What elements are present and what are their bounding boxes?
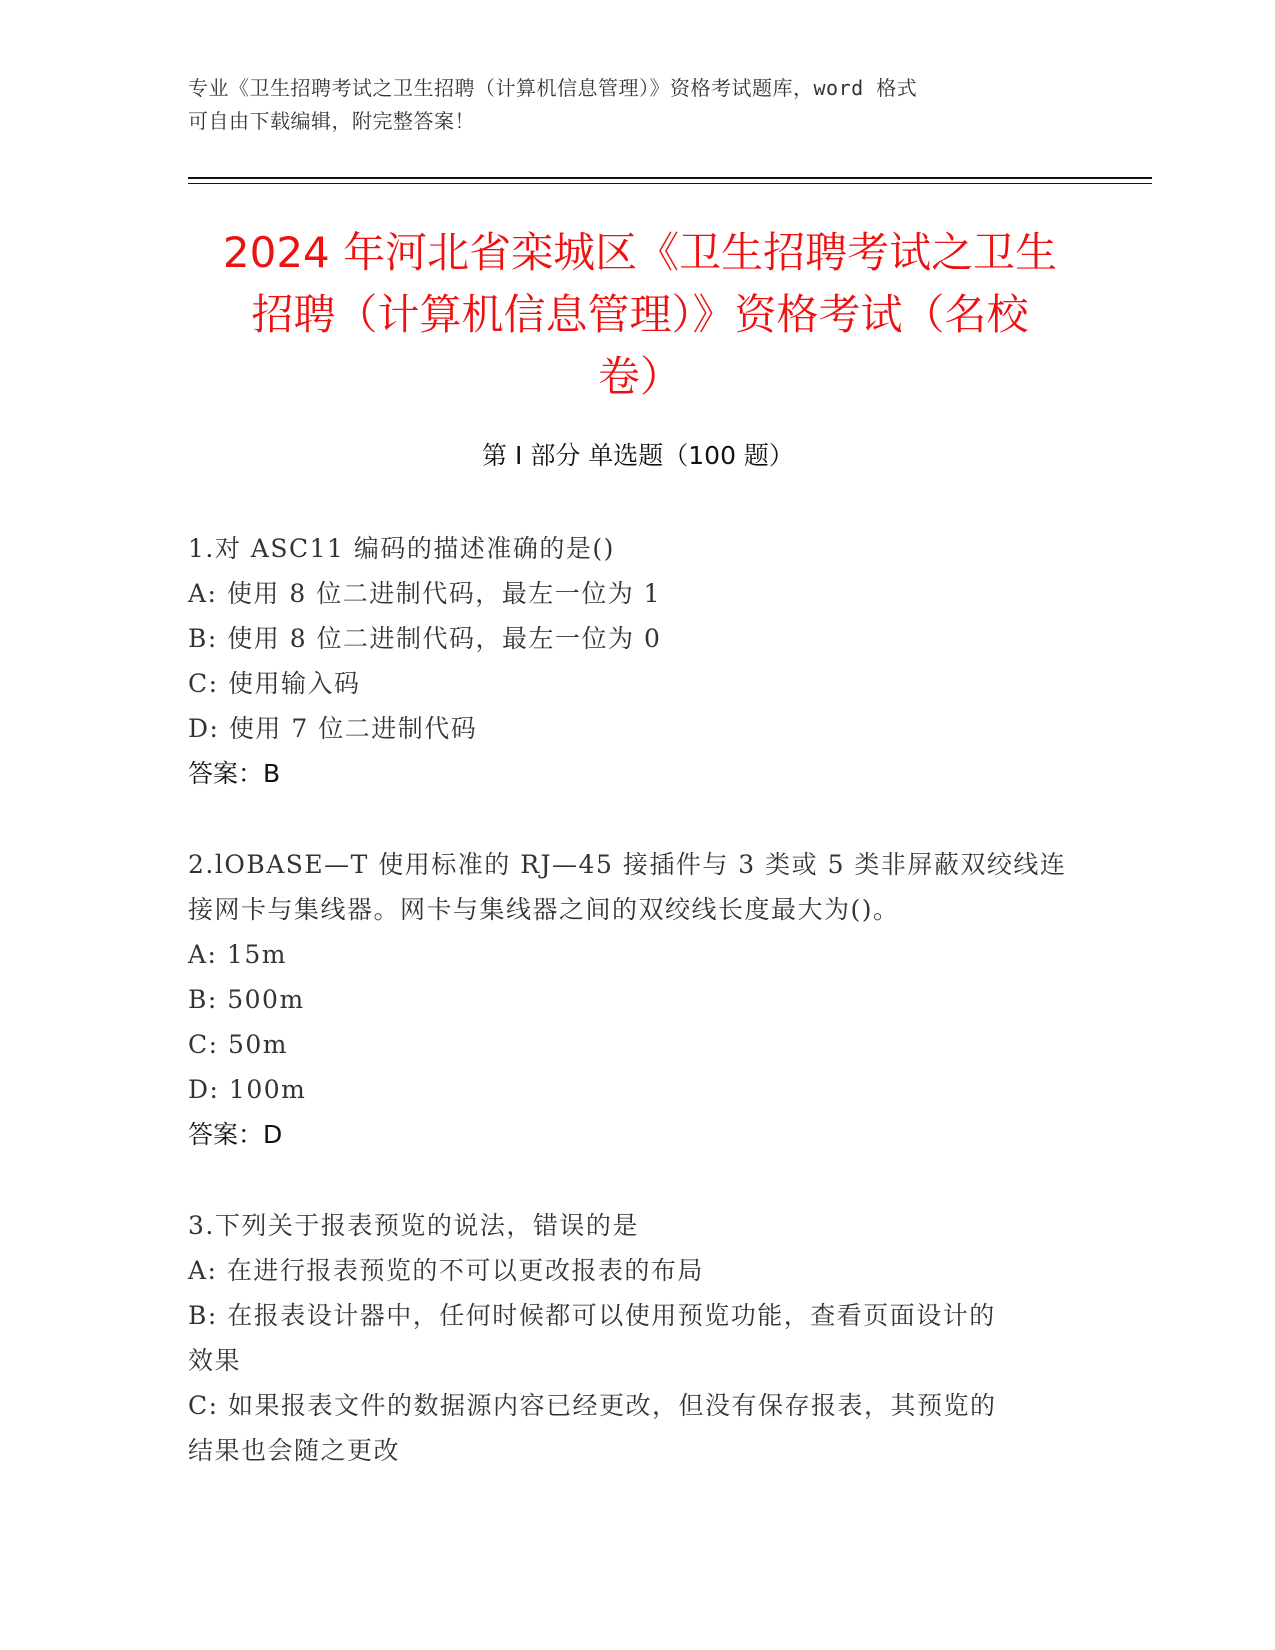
question-stem: 2.lOBASE—T 使用标准的 RJ—45 接插件与 3 类或 5 类非屏蔽双绞线连	[188, 850, 1067, 879]
document-title-line3: 卷）	[597, 352, 682, 401]
question-item	[188, 526, 1078, 796]
section-heading: 第 I 部分 单选题（100 题）	[482, 441, 794, 470]
document-title-line1: 2024 年河北省栾城区《卫生招聘考试之卫生	[222, 228, 1058, 277]
header-note-line1: 专业《卫生招聘考试之卫生招聘（计算机信息管理）》资格考试题库，word 格式	[188, 76, 918, 100]
question-item	[188, 842, 1078, 1157]
question-option: 结果也会随之更改	[188, 1436, 401, 1465]
document-title-line2: 招聘（计算机信息管理）》资格考试（名校	[251, 290, 1029, 339]
header-note	[188, 72, 1088, 138]
header-divider-thick	[188, 177, 1152, 179]
question-stem: 3.下列关于报表预览的说法，错误的是	[188, 1211, 639, 1240]
question-option: A: 15m	[188, 940, 287, 969]
question-option: D: 100m	[188, 1075, 307, 1104]
question-stem: 1.对 ASC11 编码的描述准确的是()	[188, 534, 615, 563]
document-title	[150, 222, 1130, 408]
question-option: C: 50m	[188, 1030, 289, 1059]
question-item	[188, 1203, 1078, 1473]
question-option: A: 在进行报表预览的不可以更改报表的布局	[188, 1256, 704, 1285]
question-option: C: 使用输入码	[188, 669, 361, 698]
question-stem: 接网卡与集线器。网卡与集线器之间的双绞线长度最大为()。	[188, 895, 900, 924]
question-option: B: 使用 8 位二进制代码，最左一位为 0	[188, 624, 662, 653]
question-option: C: 如果报表文件的数据源内容已经更改，但没有保存报表，其预览的	[188, 1391, 997, 1420]
question-option: D: 使用 7 位二进制代码	[188, 714, 478, 743]
question-option: B: 在报表设计器中，任何时候都可以使用预览功能，查看页面设计的	[188, 1301, 996, 1330]
header-divider-thin	[188, 183, 1152, 184]
question-option: 效果	[188, 1346, 242, 1375]
question-option: A: 使用 8 位二进制代码，最左一位为 1	[188, 579, 662, 608]
header-note-line2: 可自由下载编辑，附完整答案！	[188, 109, 475, 133]
question-list	[188, 526, 1078, 1519]
question-answer: 答案：D	[188, 1120, 283, 1149]
question-answer: 答案：B	[188, 759, 281, 788]
question-option: B: 500m	[188, 985, 305, 1014]
